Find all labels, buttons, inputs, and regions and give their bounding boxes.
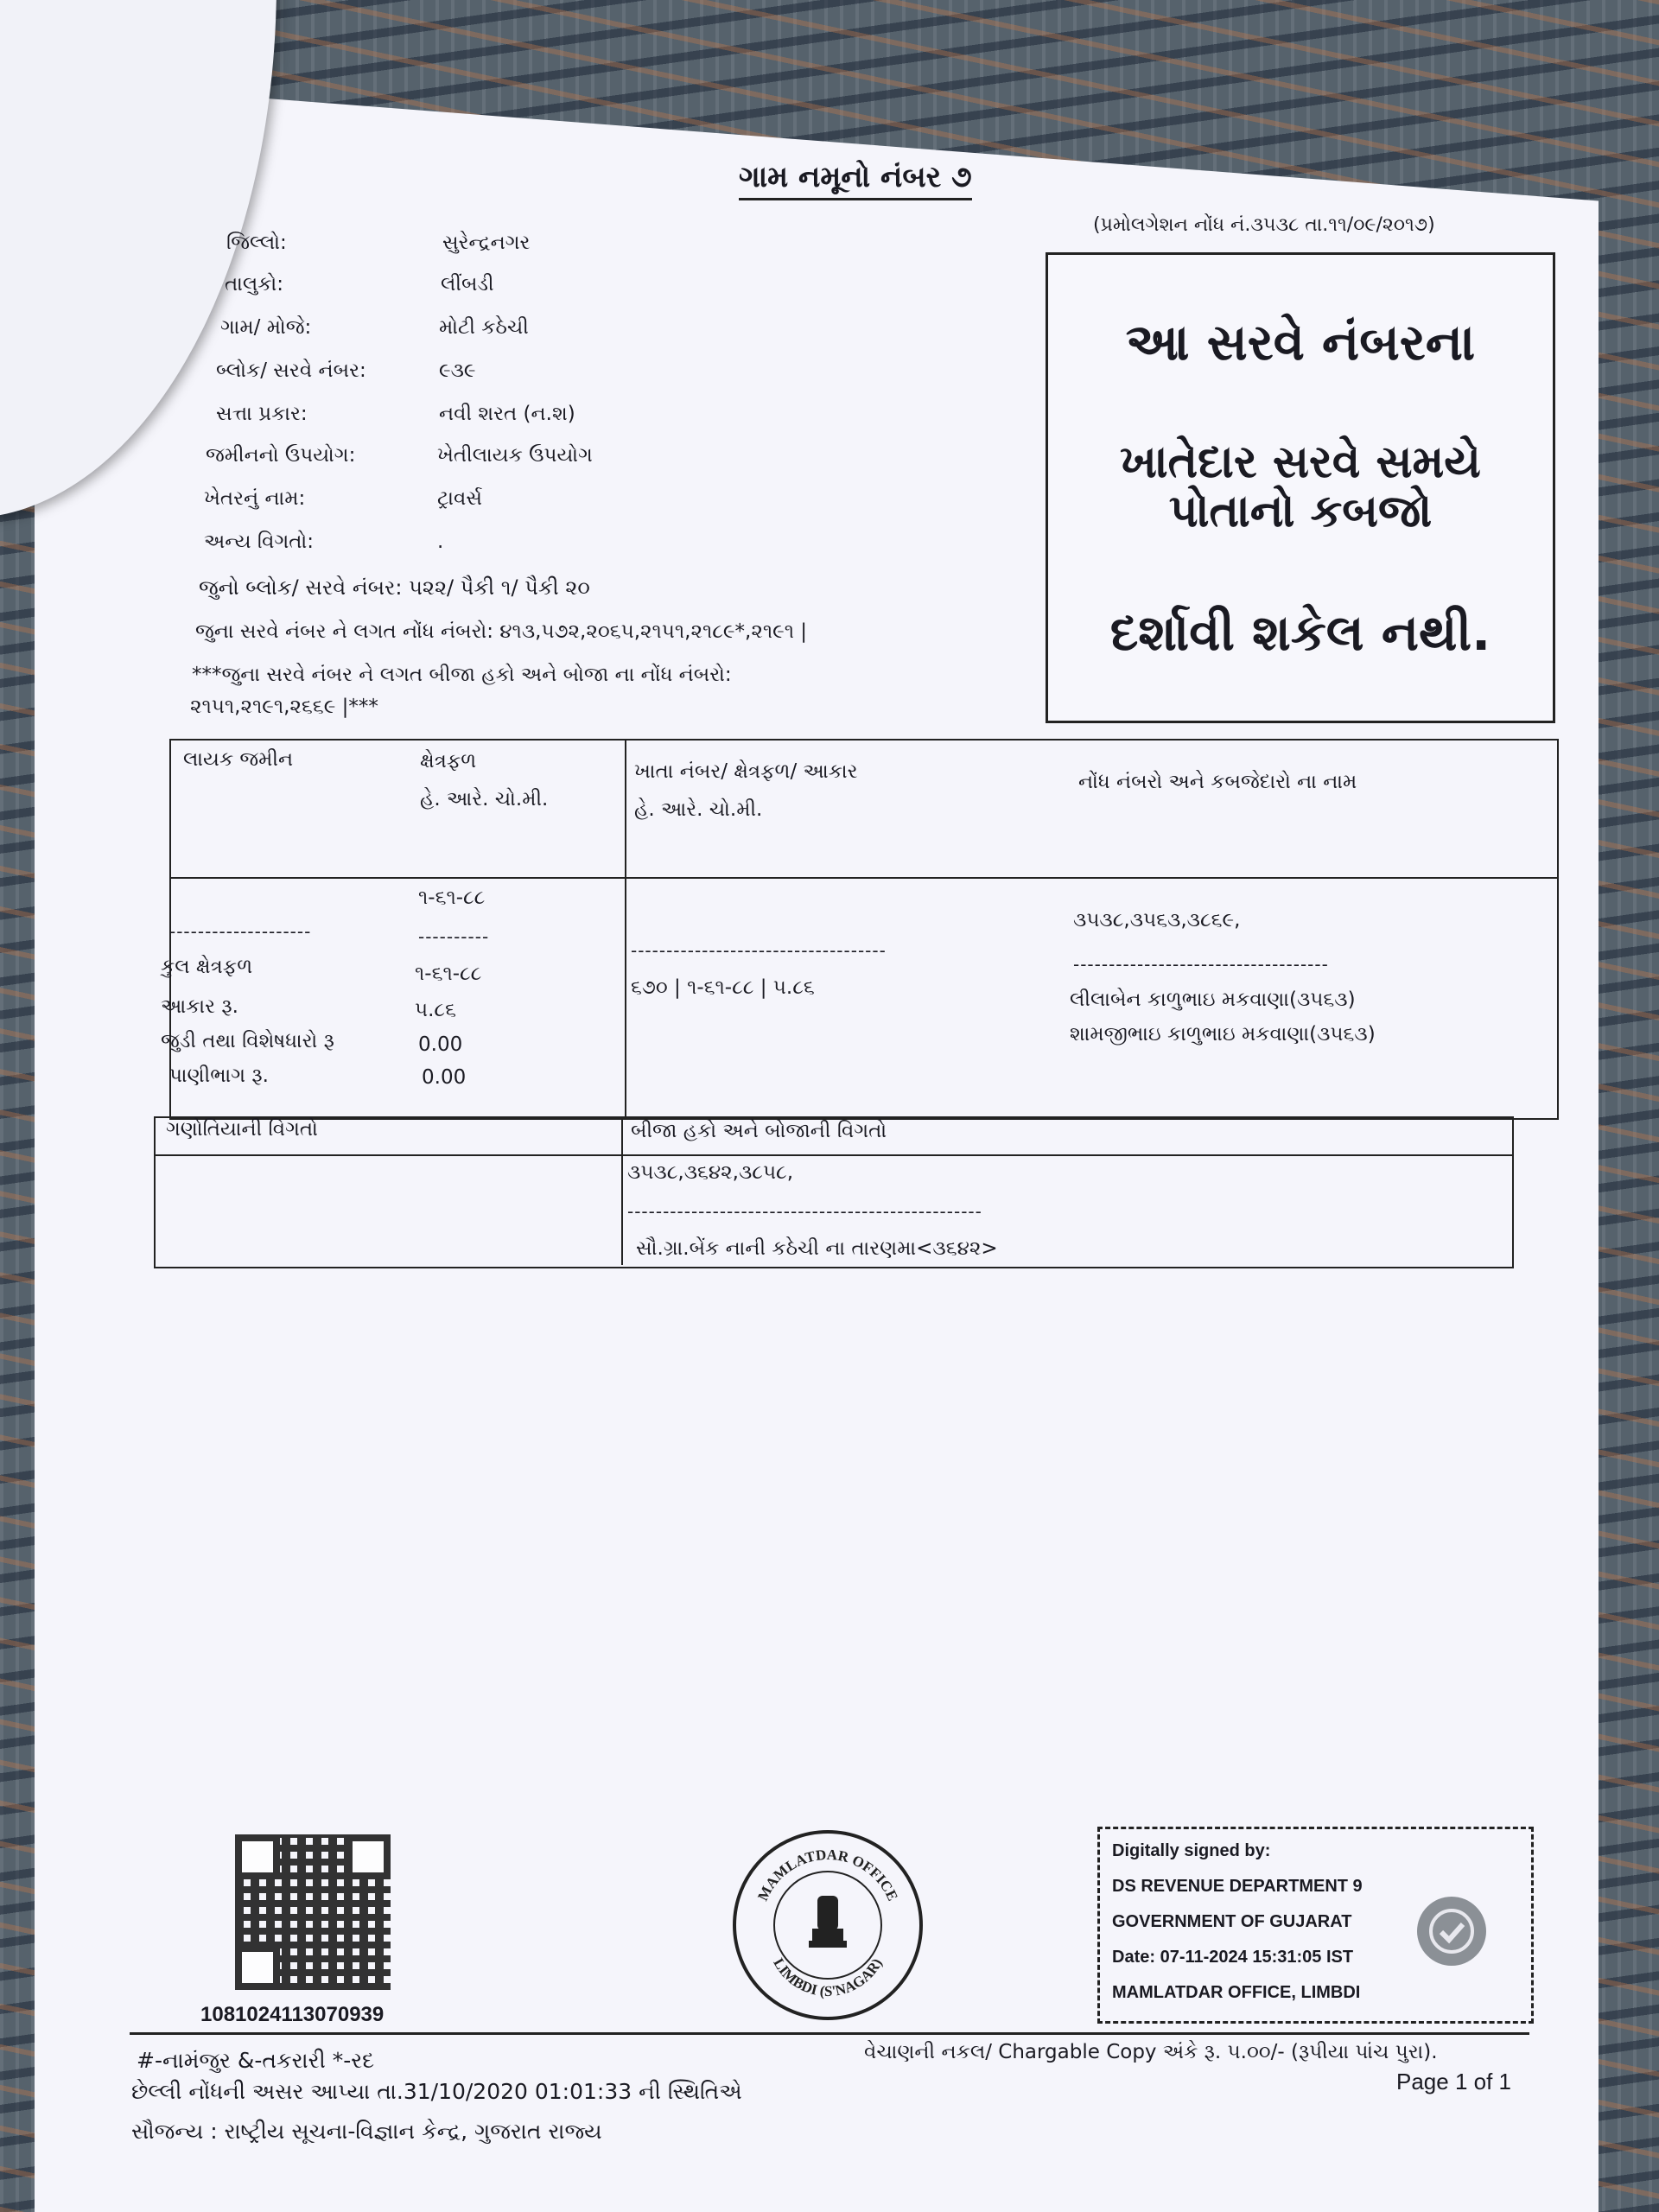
notice-line-1: આ સરવે નંબરના xyxy=(1125,312,1476,372)
area-top-value: ૧-૬૧-૮૮ xyxy=(418,887,486,909)
header-area: ક્ષેત્રફળ xyxy=(420,750,477,772)
seal-bottom-text: LIMBDI (S'NAGAR) xyxy=(770,1955,886,2000)
last-note-status: છેલ્લી નોંધની અસર આપ્યા તા.31/10/2020 01:01:33 ની સ્થિતિએ xyxy=(131,2079,742,2104)
field-value-farm-name: ટ્રાવર્સ xyxy=(437,487,482,510)
field-value-tenure: નવી શરત (ન.શ) xyxy=(439,403,575,425)
field-value-survey: ૯૩૯ xyxy=(439,359,476,382)
sig-line-3: GOVERNMENT OF GUJARAT xyxy=(1112,1912,1352,1931)
field-label-survey: બ્લોક/ સરવે નંબર: xyxy=(216,359,366,382)
field-label-village: ગામ/ મોજે: xyxy=(220,316,312,339)
table-divider xyxy=(625,741,626,1116)
svg-text:MAMLATDAR OFFICE xyxy=(754,1847,901,1904)
footer-rule xyxy=(130,2032,1529,2035)
dash-rule-4: ------------------------------------ xyxy=(1073,954,1329,975)
row-label-water: પાણીભાગ રૂ. xyxy=(169,1065,269,1087)
seal-graphic xyxy=(736,1834,919,2017)
field-label-other: અન્ય વિગતો: xyxy=(204,531,315,553)
lion-emblem-icon xyxy=(809,1896,847,1948)
owner-1: લીલાબેન કાળુભાઇ મકવાણા(૩૫૬૩) xyxy=(1070,988,1356,1011)
field-label-farm-name: ખેતરનું નામ: xyxy=(204,487,306,510)
field-label-district: જિલ્લો: xyxy=(226,232,287,254)
sig-line-2: DS REVENUE DEPARTMENT 9 xyxy=(1112,1877,1363,1896)
notice-box xyxy=(1046,252,1555,723)
field-label-land-use: જમીનનો ઉપયોગ: xyxy=(206,444,356,467)
owner-2: શામજીભાઇ કાળુભાઇ મકવાણા(૩૫૬૩) xyxy=(1070,1023,1376,1046)
verified-check-icon xyxy=(1417,1897,1486,1966)
field-value-land-use: ખેતીલાયક ઉપયોગ xyxy=(437,444,593,467)
row-label-total-area: કુલ ક્ષેત્રફળ xyxy=(161,956,253,978)
header-account: ખાતા નંબર/ ક્ષેત્રફળ/ આકાર xyxy=(634,760,858,783)
header-account-unit: હે. આરે. ચો.મી. xyxy=(634,798,763,821)
old-survey-rights-heading: ***જુના સરવે નંબર ને લગત બીજા હકો અને બોજા ના નોંધ નંબરો: xyxy=(192,664,732,686)
row-value-water: 0.00 xyxy=(422,1066,467,1089)
qr-number: 1081024113070939 xyxy=(200,2003,385,2026)
dash-rule-5: -------------------------------------------------- xyxy=(627,1201,982,1222)
header-area-unit: હે. આરે. ચો.મી. xyxy=(420,788,549,810)
notice-line-3: દર્શાવી શકેલ નથી. xyxy=(1109,602,1491,662)
account-summary: ૬૭૦ | ૧-૬૧-૮૮ | ૫.૮૬ xyxy=(631,976,815,999)
page-number: Page 1 of 1 xyxy=(1396,2069,1511,2094)
rights-table-divider xyxy=(621,1118,623,1265)
courtesy-line: સૌજન્ય : રાષ્ટ્રીય સૂચના-વિજ્ઞાન કેન્દ્ર, ગુજરાત રાજ્ય xyxy=(131,2119,602,2144)
field-label-taluka: તાલુકો: xyxy=(225,273,284,296)
land-table xyxy=(169,739,1559,1120)
dash-rule-1: -------------------- xyxy=(169,921,312,942)
note-numbers: ૩૫૩૮,૩૫૬૩,૩૮૬૯, xyxy=(1073,909,1241,931)
promulgation-note: (પ્રમોલગેશન નોંધ નં.૩૫૩૮ તા.૧૧/૦૯/૨૦૧૭) xyxy=(1093,214,1435,236)
svg-text:LIMBDI (S'NAGAR) xyxy=(770,1955,885,1999)
header-tenant-details: ગણોતિયાની વિગતો xyxy=(166,1118,318,1141)
old-survey-number: જુનો બ્લોક/ સરવે નંબર: ૫૨૨/ પૈકી ૧/ પૈકી ૨૦ xyxy=(199,575,590,600)
mamlatdar-seal xyxy=(733,1830,923,2020)
old-survey-rights-numbers: ૨૧૫૧,૨૧૯૧,૨૬૬૯ |*** xyxy=(190,696,378,718)
table-header-rule xyxy=(169,877,1557,879)
field-label-tenure: સત્તા પ્રકાર: xyxy=(216,403,308,425)
old-survey-notes: જુના સરવે નંબર ને લગત નોંધ નંબરો: ૪૧૩,૫૭૨,૨૦૬૫,૨૧૫૧,૨૧૮૯*,૨૧૯૧ | xyxy=(195,620,808,643)
rights-text: સૌ.ગ્રા.બેંક નાની કઠેચી ના તારણમા<૩૬૪૨> xyxy=(636,1237,998,1260)
qr-code[interactable] xyxy=(235,1834,391,1990)
dash-rule-3: ------------------------------------ xyxy=(631,940,887,961)
row-value-assessment: ૫.૮૬ xyxy=(415,999,456,1021)
header-rights-details: બીજા હકો અને બોજાની વિગતો xyxy=(631,1120,887,1142)
field-value-taluka: લીંબડી xyxy=(441,273,494,296)
rights-numbers: ૩૫૩૮,૩૬૪૨,૩૮૫૮, xyxy=(627,1161,794,1184)
sig-line-1: Digitally signed by: xyxy=(1112,1841,1271,1860)
header-notes-owners: નોંધ નંબરો અને કબજેદારો ના નામ xyxy=(1078,771,1357,793)
document-title: ગામ નમૂનો નંબર ૭ xyxy=(739,160,972,200)
row-value-judi: 0.00 xyxy=(418,1033,463,1056)
sig-line-4: Date: 07-11-2024 15:31:05 IST xyxy=(1112,1948,1354,1967)
row-value-total-area: ૧-૬૧-૮૮ xyxy=(415,963,482,985)
status-legend: #-નામંજુર &-તકરારી *-રદ xyxy=(137,2048,375,2073)
rights-table-header-rule xyxy=(154,1154,1512,1156)
dash-rule-2: ---------- xyxy=(418,926,490,947)
row-label-assessment: આકાર રૂ. xyxy=(161,995,238,1018)
header-eligible-land: લાયક જમીન xyxy=(183,748,294,771)
sig-line-5: MAMLATDAR OFFICE, LIMBDI xyxy=(1112,1983,1361,2002)
field-value-village: મોટી કઠેચી xyxy=(439,316,529,339)
field-value-district: સુરેન્દ્રનગર xyxy=(442,232,531,254)
row-label-judi: જુડી તથા વિશેષધારો રૂ xyxy=(161,1030,334,1052)
seal-top-text: MAMLATDAR OFFICE xyxy=(754,1846,901,1904)
field-value-other: . xyxy=(437,531,444,553)
chargeable-copy-note: વેચાણની નકલ/ Chargable Copy અંકે રૂ. ૫.૦૦/- (રૂપીયા પાંચ પુરા). xyxy=(864,2041,1438,2063)
notice-line-2: ખાતેદાર સરવે સમયે પોતાનો કબજો xyxy=(1120,436,1481,538)
